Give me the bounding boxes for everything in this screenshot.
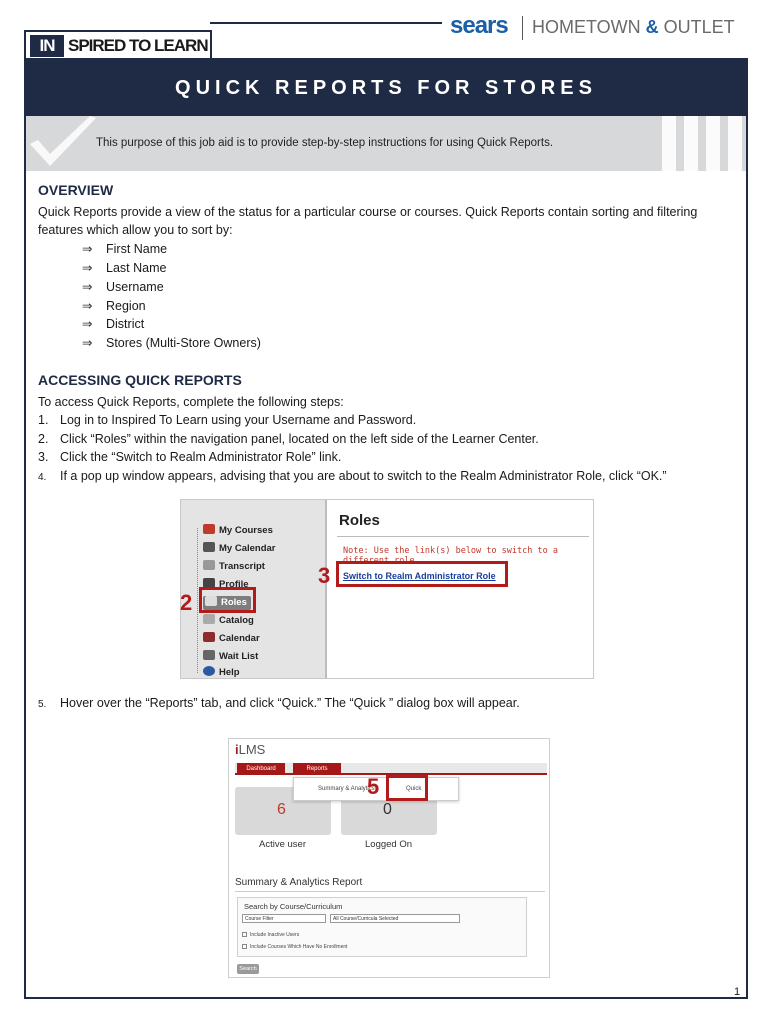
- nav-item-help[interactable]: [203, 666, 240, 679]
- step-text: Click the “Switch to Realm Administrator Role” link.: [60, 450, 342, 464]
- step-text: Click “Roles” within the navigation panel, located on the left side of the Learner Center.: [60, 432, 539, 446]
- decorative-stripes: [652, 116, 742, 171]
- roles-divider: [337, 536, 589, 537]
- checkbox-box: [242, 944, 247, 949]
- nav-tree-line: [197, 528, 198, 673]
- step-number: 3.: [38, 450, 49, 464]
- ampersand: &: [645, 17, 659, 37]
- nav-item-my-calendar[interactable]: [203, 542, 276, 556]
- callout-2: 2: [180, 590, 193, 615]
- sort-option: [82, 278, 164, 296]
- page-title: QUICK REPORTS FOR STORES: [175, 77, 597, 99]
- nav-label: My Courses: [219, 525, 273, 536]
- step-text: Log in to Inspired To Learn using your Username and Password.: [60, 413, 417, 427]
- menu-summary-analytics[interactable]: Summary & Analytics: [318, 786, 375, 792]
- active-user-label: Active user: [259, 839, 306, 850]
- ilms-name: LMS: [238, 742, 266, 757]
- nav-item-transcript[interactable]: [203, 560, 265, 574]
- catalog-icon: [203, 614, 215, 624]
- highlight-switch-link: [336, 561, 508, 587]
- checkmark-icon: [28, 116, 98, 171]
- checkbox-label: Include Inactive Users: [250, 932, 300, 938]
- sort-option-label: First Name: [106, 242, 168, 256]
- search-by-course-header[interactable]: Search by Course/Curriculum: [244, 902, 343, 911]
- overview-text-1: Quick Reports provide a view of the status for a particular course or courses. Quick Reports contain sorting and filtering: [38, 205, 698, 219]
- highlight-quick: [386, 775, 428, 801]
- roles-title: Roles: [339, 512, 380, 529]
- help-icon: [203, 666, 215, 676]
- sears-logo: sears: [450, 12, 508, 39]
- course-curricula-select[interactable]: All Course/Curricula Selected: [330, 914, 460, 923]
- callout-5: 5: [367, 774, 380, 799]
- logged-on-value: 0: [383, 801, 392, 818]
- switch-realm-admin-link[interactable]: Switch to Realm Administrator Role: [343, 571, 496, 581]
- title-band: [26, 60, 746, 116]
- step-number: 2.: [38, 432, 49, 446]
- ilms-i: i: [235, 742, 239, 757]
- nav-item-wait-list[interactable]: [203, 650, 258, 664]
- step-text: If a pop up window appears, advising that you are about to switch to the Realm Administrator Role, click “OK.”: [60, 469, 667, 483]
- active-user-value: 6: [277, 801, 286, 818]
- nav-label: Help: [219, 667, 240, 678]
- sort-option: [82, 240, 167, 258]
- courses-icon: [203, 524, 215, 534]
- roles-panel: [331, 500, 594, 679]
- brand-in: IN: [30, 35, 64, 57]
- step-number: 4.: [38, 472, 47, 483]
- sort-option-label: Stores (Multi-Store Owners): [106, 336, 261, 350]
- nav-label: Wait List: [219, 651, 259, 662]
- page-number: 1: [734, 986, 741, 998]
- accessing-intro: To access Quick Reports, complete the following steps:: [38, 395, 344, 409]
- logo-divider: [522, 16, 523, 40]
- intro-band: [26, 116, 746, 171]
- intro-text: This purpose of this job aid is to provide step-by-step instructions for using Quick Reports.: [96, 137, 554, 149]
- search-panel: [237, 897, 527, 957]
- step-item: [38, 411, 416, 429]
- outlet-word: OUTLET: [658, 17, 735, 37]
- step-item: [38, 448, 341, 466]
- sort-option: [82, 297, 146, 315]
- nav-label: Roles: [221, 597, 247, 608]
- step-number: 1.: [38, 413, 49, 427]
- brand-name: SPIRED TO LEARN: [68, 36, 208, 55]
- include-no-enrollment-checkbox[interactable]: [242, 944, 348, 950]
- course-filter-select[interactable]: Course Filter: [242, 914, 326, 923]
- arrow-icon: ⇒: [82, 242, 93, 256]
- callout-3: 3: [318, 563, 331, 588]
- accessing-heading: ACCESSING QUICK REPORTS: [38, 372, 242, 388]
- nav-label: Catalog: [219, 615, 254, 626]
- overview-text-2: features which allow you to sort by:: [38, 223, 233, 237]
- step-number: 5.: [38, 699, 47, 710]
- arrow-icon: ⇒: [82, 261, 93, 275]
- arrow-icon: ⇒: [82, 336, 93, 350]
- tab-reports[interactable]: Reports: [293, 763, 341, 775]
- roles-note: Note: Use the link(s) below to switch to a different role.: [343, 546, 558, 566]
- brand-logo: [24, 30, 212, 58]
- step-item: [38, 467, 667, 487]
- hometown-outlet-logo: [532, 17, 735, 38]
- sort-option: [82, 259, 166, 277]
- tab-dashboard[interactable]: Dashboard: [237, 763, 285, 775]
- summary-divider: [235, 891, 545, 892]
- sort-option-label: Region: [106, 299, 146, 313]
- step-text: Hover over the “Reports” tab, and click “Quick.” The “Quick ” dialog box will appear.: [60, 696, 520, 710]
- sort-option-label: Last Name: [106, 261, 167, 275]
- calendar-person-icon: [203, 542, 215, 552]
- hometown-word: HOMETOWN: [532, 17, 646, 37]
- transcript-icon: [203, 560, 215, 570]
- nav-label: Calendar: [219, 633, 260, 644]
- include-inactive-checkbox[interactable]: [242, 932, 299, 938]
- sort-option-label: District: [106, 317, 145, 331]
- arrow-icon: ⇒: [82, 317, 93, 331]
- arrow-icon: ⇒: [82, 299, 93, 313]
- menu-quick[interactable]: Quick: [406, 786, 422, 792]
- nav-label: My Calendar: [219, 543, 276, 554]
- ilms-logo: [235, 742, 265, 757]
- overview-heading: OVERVIEW: [38, 182, 114, 198]
- nav-item-my-courses[interactable]: [203, 524, 273, 538]
- nav-item-catalog[interactable]: [203, 614, 254, 628]
- checkbox-label: Include Courses Which Have No Enrollment: [250, 944, 348, 950]
- search-button[interactable]: Search: [237, 964, 259, 974]
- logged-on-label: Logged On: [365, 839, 413, 850]
- summary-report-title: Summary & Analytics Report: [235, 877, 363, 888]
- nav-item-calendar[interactable]: [203, 632, 260, 646]
- nav-label: Transcript: [219, 561, 265, 572]
- header-rule: [210, 22, 442, 24]
- sort-option: [82, 334, 261, 352]
- step-item: [38, 430, 539, 448]
- nav-label: Profile: [219, 579, 249, 590]
- calendar-icon: [203, 632, 215, 642]
- arrow-icon: ⇒: [82, 280, 93, 294]
- checkbox-box: [242, 932, 247, 937]
- wait-list-icon: [203, 650, 215, 660]
- sort-option: [82, 315, 144, 333]
- sort-option-label: Username: [106, 280, 164, 294]
- step-item: [38, 694, 520, 714]
- ilms-screenshot: [228, 738, 550, 978]
- highlight-roles: [199, 587, 256, 613]
